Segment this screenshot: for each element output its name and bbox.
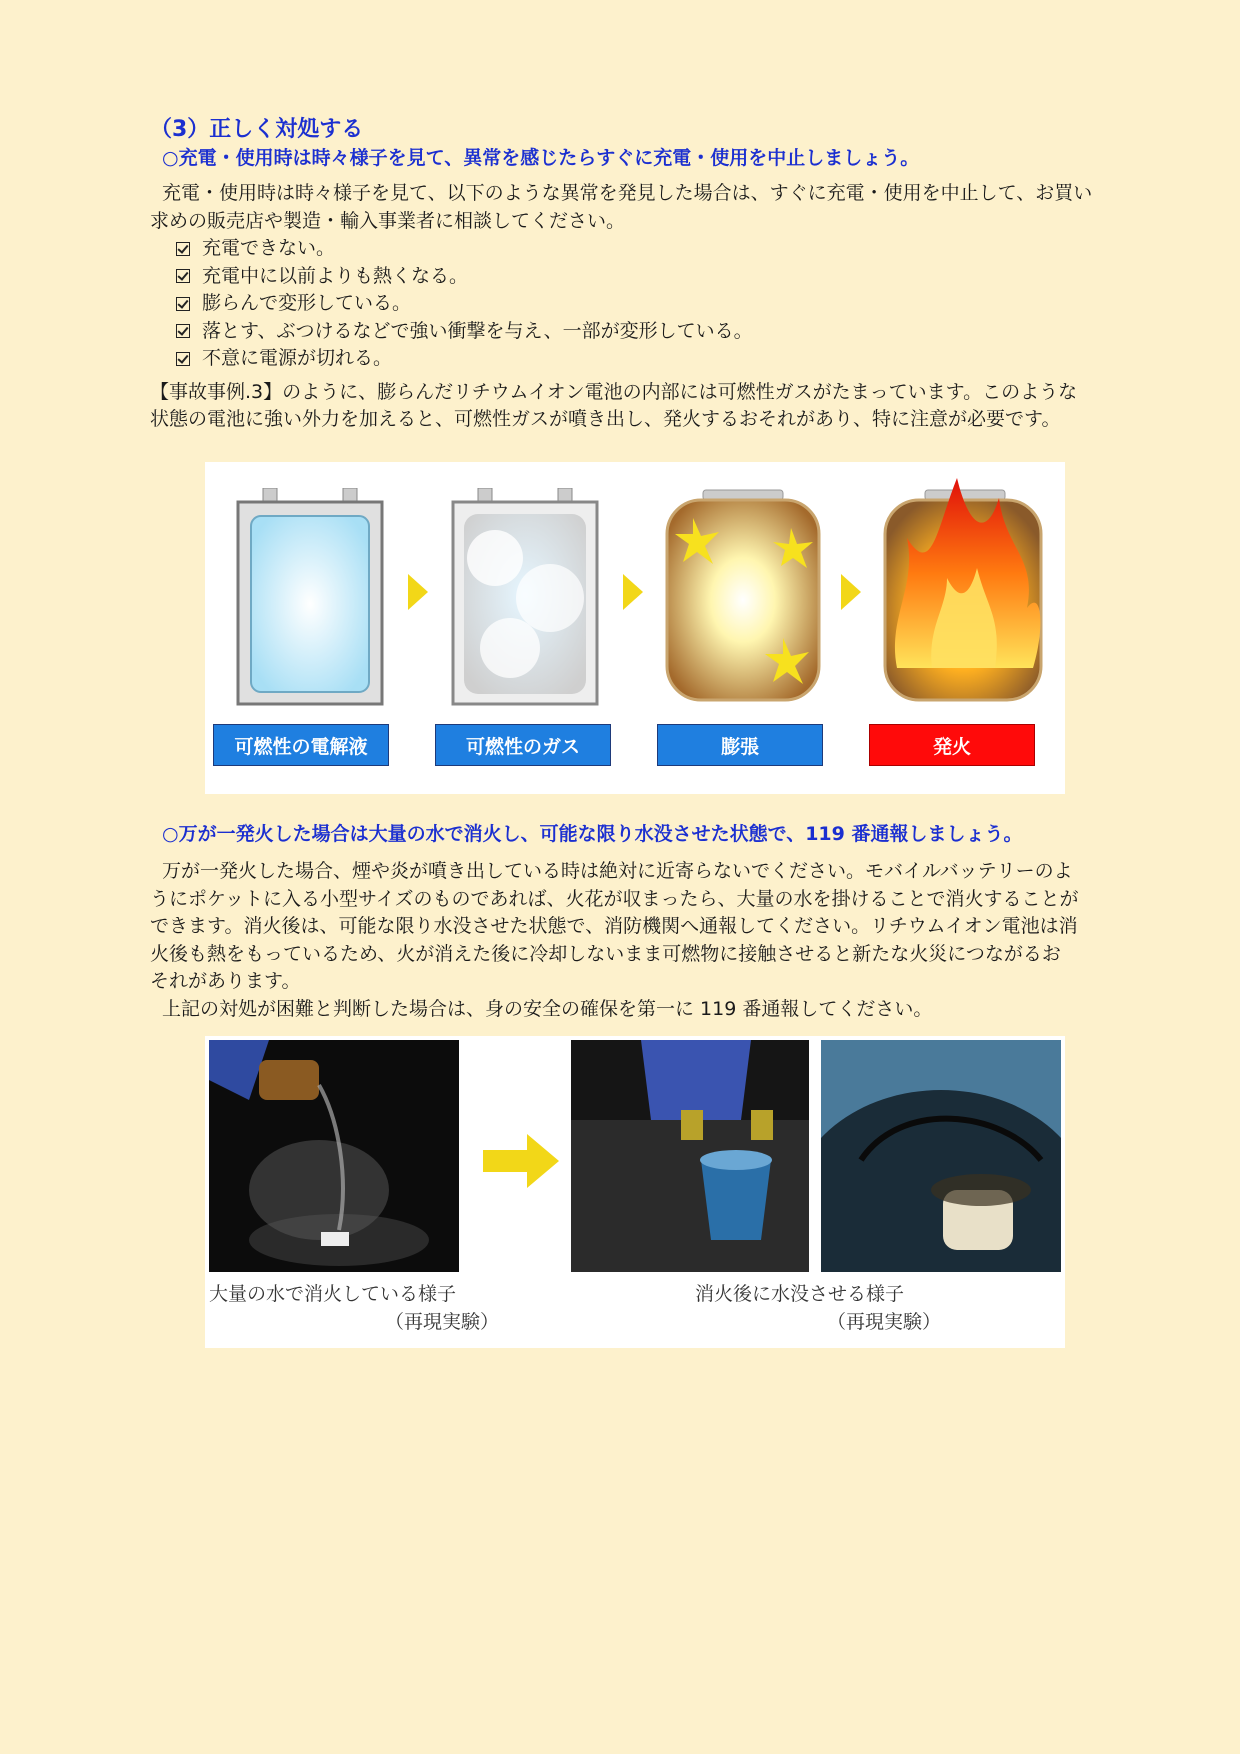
battery-swelling-illustration (663, 488, 823, 708)
photo-extinguishing-with-water (209, 1040, 459, 1272)
block2-line: それがあります。 (150, 970, 301, 992)
block2-line: 火後も熱をもっているため、火が消えた後に冷却しないまま可燃物に接触させると新たな火災につながるお (150, 942, 1061, 965)
block2-final-line: 上記の対処が困難と判断した場合は、身の安全の確保を第一に 119 番通報してください。 (162, 997, 933, 1020)
checkbox-icon (176, 324, 190, 338)
page-content (150, 116, 1122, 434)
arrow-right-icon (483, 1134, 559, 1188)
label-swelling: 膨張 (657, 724, 823, 766)
battery-stages-figure (205, 462, 1065, 794)
checklist-item (176, 235, 1122, 263)
checklist-item-label: 膨らんで変形している。 (202, 292, 412, 314)
checklist-item-label: 不意に電源が切れる。 (202, 347, 393, 369)
checklist-item (176, 345, 1122, 373)
block1-heading: ○充電・使用時は時々様子を見て、異常を感じたらすぐに充電・使用を中止しましょう。 (162, 147, 920, 169)
checklist-item-label: 落とす、ぶつけるなどで強い衝撃を与え、一部が変形している。 (202, 319, 753, 342)
caption-extinguishing-line1: 大量の水で消火している様子 (209, 1283, 457, 1305)
block2-heading: ○万が一発火した場合は大量の水で消火し、可能な限り水没させた状態で、119 番通報しましょう。 (162, 823, 1023, 845)
arrow-right-icon (841, 574, 861, 610)
caption-extinguishing (209, 1280, 499, 1336)
battery-gas-illustration (450, 488, 600, 708)
caption-submerging-line2: （再現実験） (827, 1311, 942, 1333)
section-title: （3）正しく対処する (150, 117, 364, 142)
caption-extinguishing-line2: （再現実験） (385, 1311, 500, 1333)
checkbox-icon (176, 242, 190, 256)
label-flammable-electrolyte: 可燃性の電解液 (213, 724, 389, 766)
block2 (150, 820, 1122, 1023)
block2-line: 万が一発火した場合、煙や炎が噴き出している時は絶対に近寄らないでください。モバイルバッテリーのよ (162, 860, 1073, 882)
arrow-right-icon (623, 574, 643, 610)
block1-intro-line2: 求めの販売店や製造・輸入事業者に相談してください。 (150, 209, 626, 232)
caption-submerging-line1: 消火後に水没させる様子 (695, 1283, 905, 1305)
checkbox-icon (176, 269, 190, 283)
label-flammable-gas: 可燃性のガス (435, 724, 611, 766)
checklist-item-label: 充電できない。 (202, 237, 336, 259)
checklist-item (176, 290, 1122, 318)
block2-body (150, 858, 1122, 1023)
checklist-item (176, 318, 1122, 346)
block1-intro-line1: 充電・使用時は時々様子を見て、以下のような異常を発見した場合は、すぐに充電・使用を中止して、お買い (162, 182, 1093, 204)
extinguish-photos-figure (205, 1036, 1065, 1348)
label-ignition: 発火 (869, 724, 1035, 766)
block1-intro (150, 180, 1122, 235)
block2-line: うにポケットに入る小型サイズのものであれば、火花が収まったら、大量の水を掛けることで消火することが (150, 887, 1079, 910)
anomaly-checklist (150, 235, 1122, 373)
caption-submerging (695, 1280, 941, 1336)
photo-submerging-in-water (571, 1040, 809, 1272)
photo-battery-submerged-closeup (821, 1040, 1061, 1272)
block1-note-line1: 【事故事例.3】のように、膨らんだリチウムイオン電池の内部には可燃性ガスがたまっています。このような (150, 380, 1078, 403)
battery-ignition-illustration (877, 468, 1049, 708)
arrow-right-icon (408, 574, 428, 610)
block2-line: できます。消火後は、可能な限り水没させた状態で、消防機関へ通報してください。リチウムイオン電池は消 (150, 915, 1078, 937)
checkbox-icon (176, 352, 190, 366)
battery-electrolyte-illustration (235, 488, 385, 708)
block1-note (150, 379, 1122, 434)
block1-note-line2: 状態の電池に強い外力を加えると、可燃性ガスが噴き出し、発火するおそれがあり、特に注意が必要です。 (150, 408, 1061, 430)
checklist-item-label: 充電中に以前よりも熱くなる。 (202, 264, 469, 287)
checkbox-icon (176, 297, 190, 311)
checklist-item (176, 263, 1122, 291)
